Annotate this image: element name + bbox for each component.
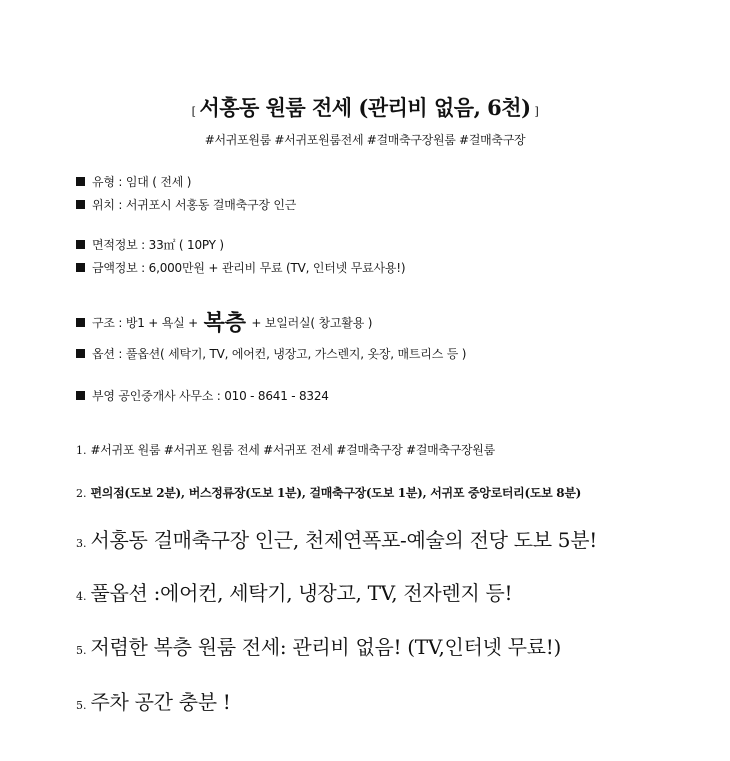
list-item <box>76 524 597 553</box>
structure-prefix: 구조 : 방1 + 욕실 + <box>92 316 199 330</box>
info-structure <box>76 306 372 337</box>
list-item <box>76 482 581 501</box>
list-text: #서귀포 원룸 #서귀포 원룸 전세 #서귀포 전세 #걸매축구장 #걸매축구장원룸 <box>90 443 495 457</box>
info-area <box>76 236 224 253</box>
info-area-text: 면적정보 : 33㎡ ( 10PY ) <box>92 238 224 252</box>
title-text: 서홍동 원룸 전세 (관리비 없음, 6천) <box>199 95 531 120</box>
list-item <box>76 686 231 715</box>
bullet-square-icon <box>76 200 85 209</box>
info-options-text: 옵션 : 풀옵션( 세탁기, TV, 에어컨, 냉장고, 가스렌지, 옷장, 매트리스 등 ) <box>92 347 467 361</box>
title-bracket-close: ] <box>534 105 539 118</box>
info-type <box>76 173 191 190</box>
list-number: 4. <box>76 590 87 603</box>
bullet-square-icon <box>76 240 85 249</box>
info-type-text: 유형 : 임대 ( 전세 ) <box>92 175 192 189</box>
list-text: 편의점(도보 2분), 버스정류장(도보 1분), 걸매축구장(도보 1분), 서귀포 중앙로터리(도보 8분) <box>90 486 582 500</box>
hashtag-line: #서귀포원룸 #서귀포원룸전세 #걸매축구장원룸 #걸매축구장 <box>204 133 526 147</box>
list-number: 5. <box>76 644 87 657</box>
list-text: 풀옵션 :에어컨, 세탁기, 냉장고, TV, 전자렌지 등! <box>90 581 513 605</box>
listing-title <box>0 92 730 122</box>
info-options <box>76 345 466 362</box>
structure-emphasis: 복층 <box>203 311 246 336</box>
bullet-square-icon <box>76 177 85 186</box>
info-contact <box>76 387 329 404</box>
bullet-square-icon <box>76 349 85 358</box>
list-number: 2. <box>76 487 87 500</box>
list-text: 저렴한 복층 원룸 전세: 관리비 없음! (TV,인터넷 무료!) <box>90 635 561 659</box>
info-location <box>76 196 296 213</box>
list-number: 5. <box>76 699 87 712</box>
bullet-square-icon <box>76 391 85 400</box>
info-price <box>76 259 405 276</box>
info-contact-text: 부영 공인중개사 사무소 : 010 - 8641 - 8324 <box>92 389 329 403</box>
bullet-square-icon <box>76 263 85 272</box>
list-number: 3. <box>76 537 87 550</box>
list-text: 서홍동 걸매축구장 인근, 천제연폭포-예술의 전당 도보 5분! <box>90 528 597 552</box>
title-bracket-open: [ <box>191 105 196 118</box>
structure-suffix: + 보일러실( 창고활용 ) <box>251 316 373 330</box>
info-location-text: 위치 : 서귀포시 서홍동 걸매축구장 인근 <box>92 198 297 212</box>
list-item <box>76 631 561 660</box>
list-item <box>76 577 512 606</box>
bullet-square-icon <box>76 318 85 327</box>
info-price-text: 금액정보 : 6,000만원 + 관리비 무료 (TV, 인터넷 무료사용!) <box>92 261 406 275</box>
list-text: 주차 공간 충분 ! <box>90 690 231 714</box>
list-item <box>76 439 495 458</box>
list-number: 1. <box>76 444 87 457</box>
